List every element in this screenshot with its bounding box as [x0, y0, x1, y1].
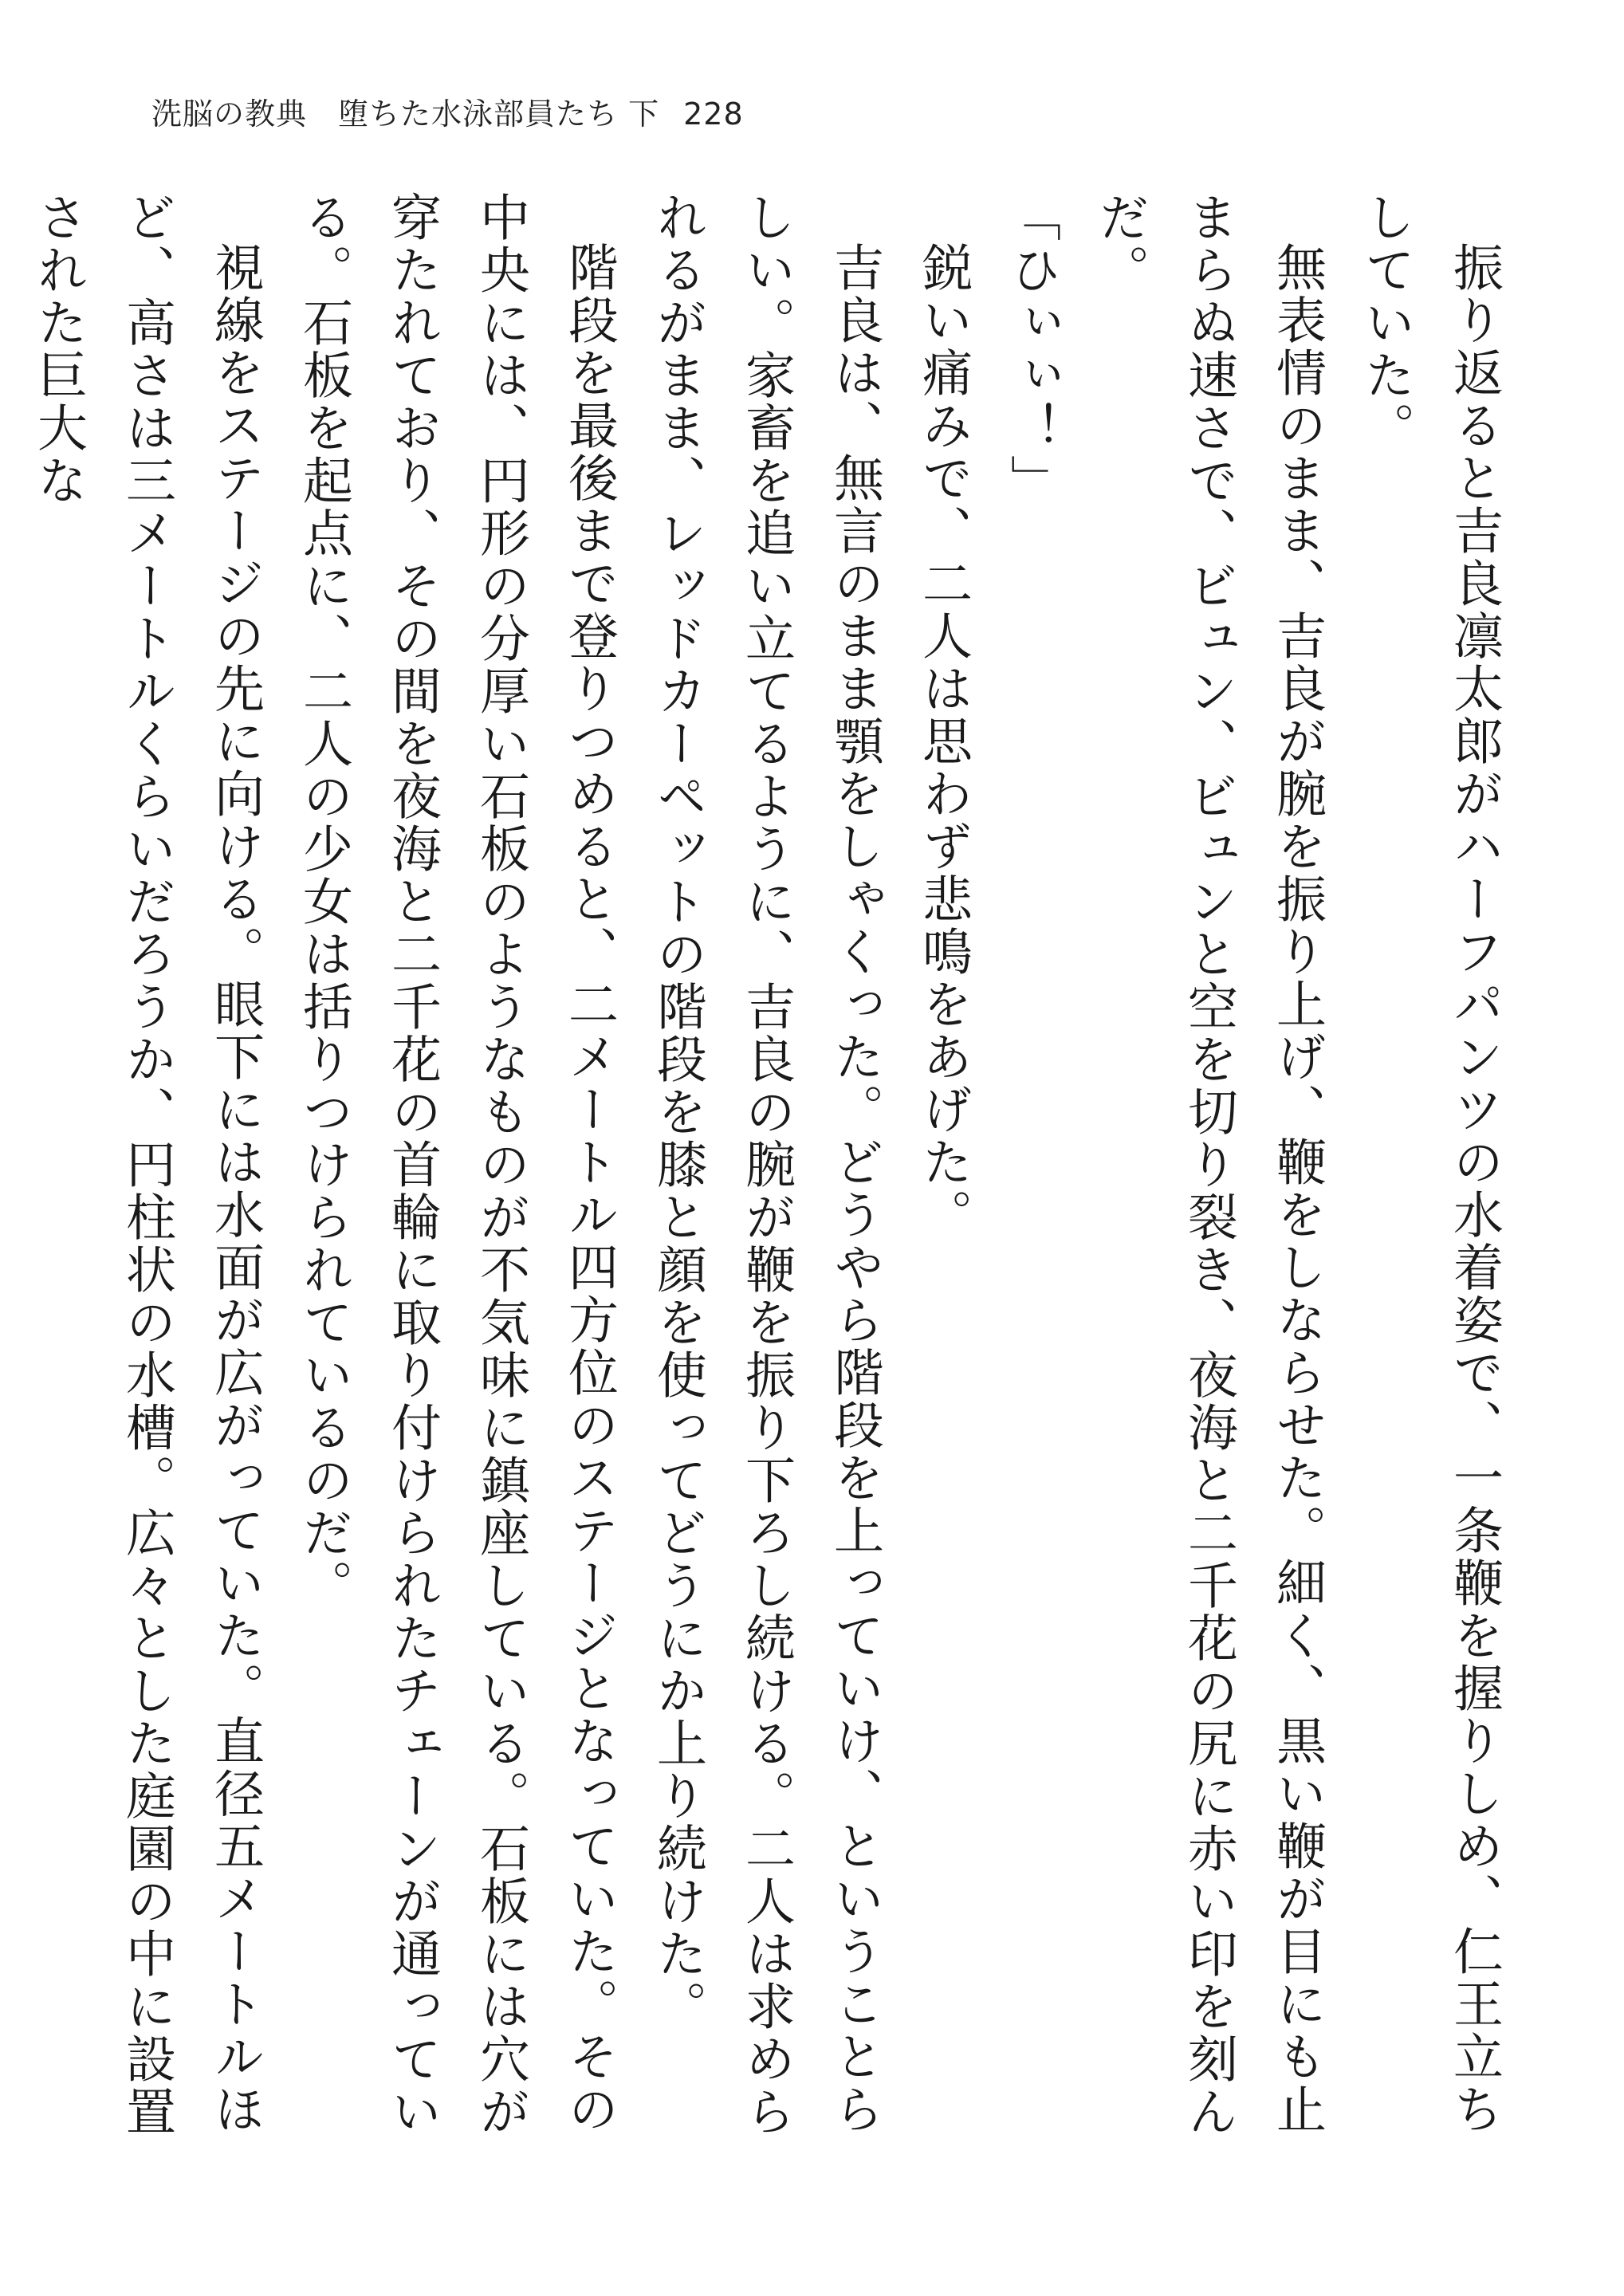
paragraph: 吉良は、無言のまま顎をしゃくった。どうやら階段を上っていけ、ということらしい。家畜を追い立てるように、吉良の腕が鞭を振り下ろし続ける。二人は求められるがまま、レッドカーペットの階段を膝と顔を使ってどうにか上り続けた。 [649, 191, 884, 2138]
dialogue-line: 「ひぃぃ！」 [1003, 191, 1061, 507]
paragraph: 階段を最後まで登りつめると、二メートル四方位のステージとなっていた。その中央には、円形の分厚い石板のようなものが不気味に鎮座している。石板には穴が穿たれており、その間を夜海と二千花の首輪に取り付けられたチェーンが通っている。石板を起点に、二人の少女は括りつけられているのだ。 [295, 191, 619, 2138]
paragraph: 無表情のまま、吉良が腕を振り上げ、鞭をしならせた。細く、黒い鞭が目にも止まらぬ速さで、ビュン、ビュンと空を切り裂き、夜海と二千花の尻に赤い印を刻んだ。 [1091, 191, 1327, 2138]
running-header [151, 89, 744, 133]
paragraph: 振り返ると吉良凛太郎がハーフパンツの水着姿で、一条鞭を握りしめ、仁王立ちしていた。 [1357, 191, 1504, 2136]
book-title: 洗脳の教典 堕ちた水泳部員たち 下 [151, 96, 660, 132]
page-number: 228 [683, 96, 744, 132]
paragraph: 鋭い痛みで、二人は思わず悲鳴をあげた。 [914, 242, 973, 1241]
body-text [29, 191, 1519, 2168]
paragraph: 視線をステージの先に向ける。眼下には水面が広がっていた。直径五メートルほど、高さは三メートルくらいだろうか、円柱状の水槽。広々とした庭園の中に設置された巨大な [29, 191, 265, 2138]
